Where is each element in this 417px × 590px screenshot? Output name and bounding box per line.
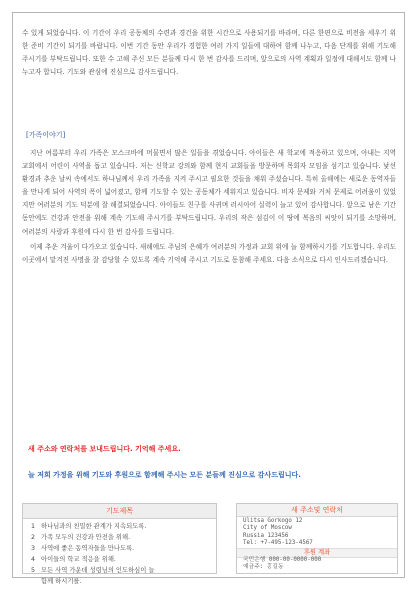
contact-box-title: 새 주소및 연락처 [237, 504, 397, 517]
address-line: Ulitsa Gorkogo 12 [243, 518, 303, 524]
prayer-item: 함께 하시기를. [41, 578, 82, 585]
address-lines [243, 518, 313, 548]
section-heading: [가족이야기] [26, 131, 66, 139]
contact-info-box [236, 503, 398, 574]
account-line: 국민은행 000-00-0000-000 [243, 557, 322, 563]
main-text-block [22, 147, 396, 267]
prayer-item: 3 사역에 좋은 동역자들을 만나도록. [31, 545, 135, 552]
page-border [12, 12, 405, 578]
prayer-requests-box [22, 503, 217, 585]
prayer-item: 4 아이들의 학교 적응을 위해. [31, 556, 116, 563]
prayer-box-title: 기도제목 [23, 504, 216, 519]
address-line: Tel: +7-495-123-4567 [243, 540, 313, 547]
prayer-item: 2 가족 모두의 건강과 안전을 위해. [31, 534, 131, 541]
prayer-list [31, 521, 213, 587]
account-lines [243, 557, 321, 571]
prayer-item: 5 모든 사역 가운데 성령님의 인도하심이 늘 [31, 567, 155, 574]
family-story-paragraph: 지난 여름부터 우리 가족은 모스크바에 머물면서 많은 일들을 겪었습니다. 아이들은 새 학교에 적응하고 있으며, 아내는 지역 교회에서 어린이 사역을 돕고 있습니다. 저는 신학교 강의와 함께 현지 교회들을 방문하며 목회자 모임을 섬기고 있습니다. 낯선 환경과 추운 날씨 속에서도 하나님께서 우리 가족을 지켜 주시고 필요한 것들을 채워 주셨습니다. 특히 올해에는 새로운 동역자들을 만나게 되어 사역의 폭이 넓어졌고, 함께 기도할 수 있는 공동체가 세워지고 있습니다. 비자 문제와 거처 문제로 어려움이 있었지만 여러분의 기도 덕분에 잘 해결되었습니다. 아이들도 친구를 사귀며 러시아어 실력이 늘고 있어 감사합니다. 앞으로 남은 기간 동안에도 건강과 안전을 위해 계속 기도해 주시기를 부탁드립니다. 우리의 작은 섬김이 이 땅에 복음의 씨앗이 되기를 소망하며, 여러분의 사랑과 후원에 다시 한 번 감사를 드립니다. [22, 149, 396, 236]
closing-paragraph: 이제 추운 겨울이 다가오고 있습니다. 새해에도 주님의 은혜가 여러분의 가정과 교회 위에 늘 함께하시기를 기도합니다. 우리도 이곳에서 맡겨진 사명을 잘 감당할 수 있도록 계속 기억해 주시고 기도로 동참해 주세요. 다음 소식으로 다시 인사드리겠습니다. [22, 242, 396, 264]
prayer-item: 1 하나님과의 친밀한 관계가 지속되도록. [31, 523, 147, 530]
address-line: Russia 123456 [243, 532, 289, 539]
account-line: 예금주: 홍길동 [243, 564, 284, 571]
account-subtitle: 후원 계좌 [237, 548, 397, 558]
address-line: City of Moscow [243, 525, 292, 532]
thanks-notice: 늘 저희 가정을 위해 기도와 후원으로 함께해 주시는 모든 분들께 진심으로 감사드립니다. [28, 471, 301, 479]
new-address-notice: 새 주소와 연락처를 보내드립니다. 기억해 주세요. [28, 445, 181, 453]
intro-text-block [22, 27, 396, 79]
intro-paragraph: 수 있게 되었습니다. 이 기간이 우리 공동체의 수련과 경건을 위한 시간으로 사용되기를 바라며, 다른 한편으로 비전을 세우기 위한 준비 기간이 되기를 바랍니다. 이번 기간 동안 우리가 경험한 여러 가지 일들에 대하여 함께 나누고, 다음 단계를 위해 기도해 주시기를 부탁드립니다. 또한 수 고해 주신 모든 분들께 다시 한 번 감사를 드리며, 앞으로의 사역 계획과 일정에 대해서도 함께 나누고자 합니다. 기도와 관심에 진심으로 감사드립니다. [22, 29, 396, 77]
